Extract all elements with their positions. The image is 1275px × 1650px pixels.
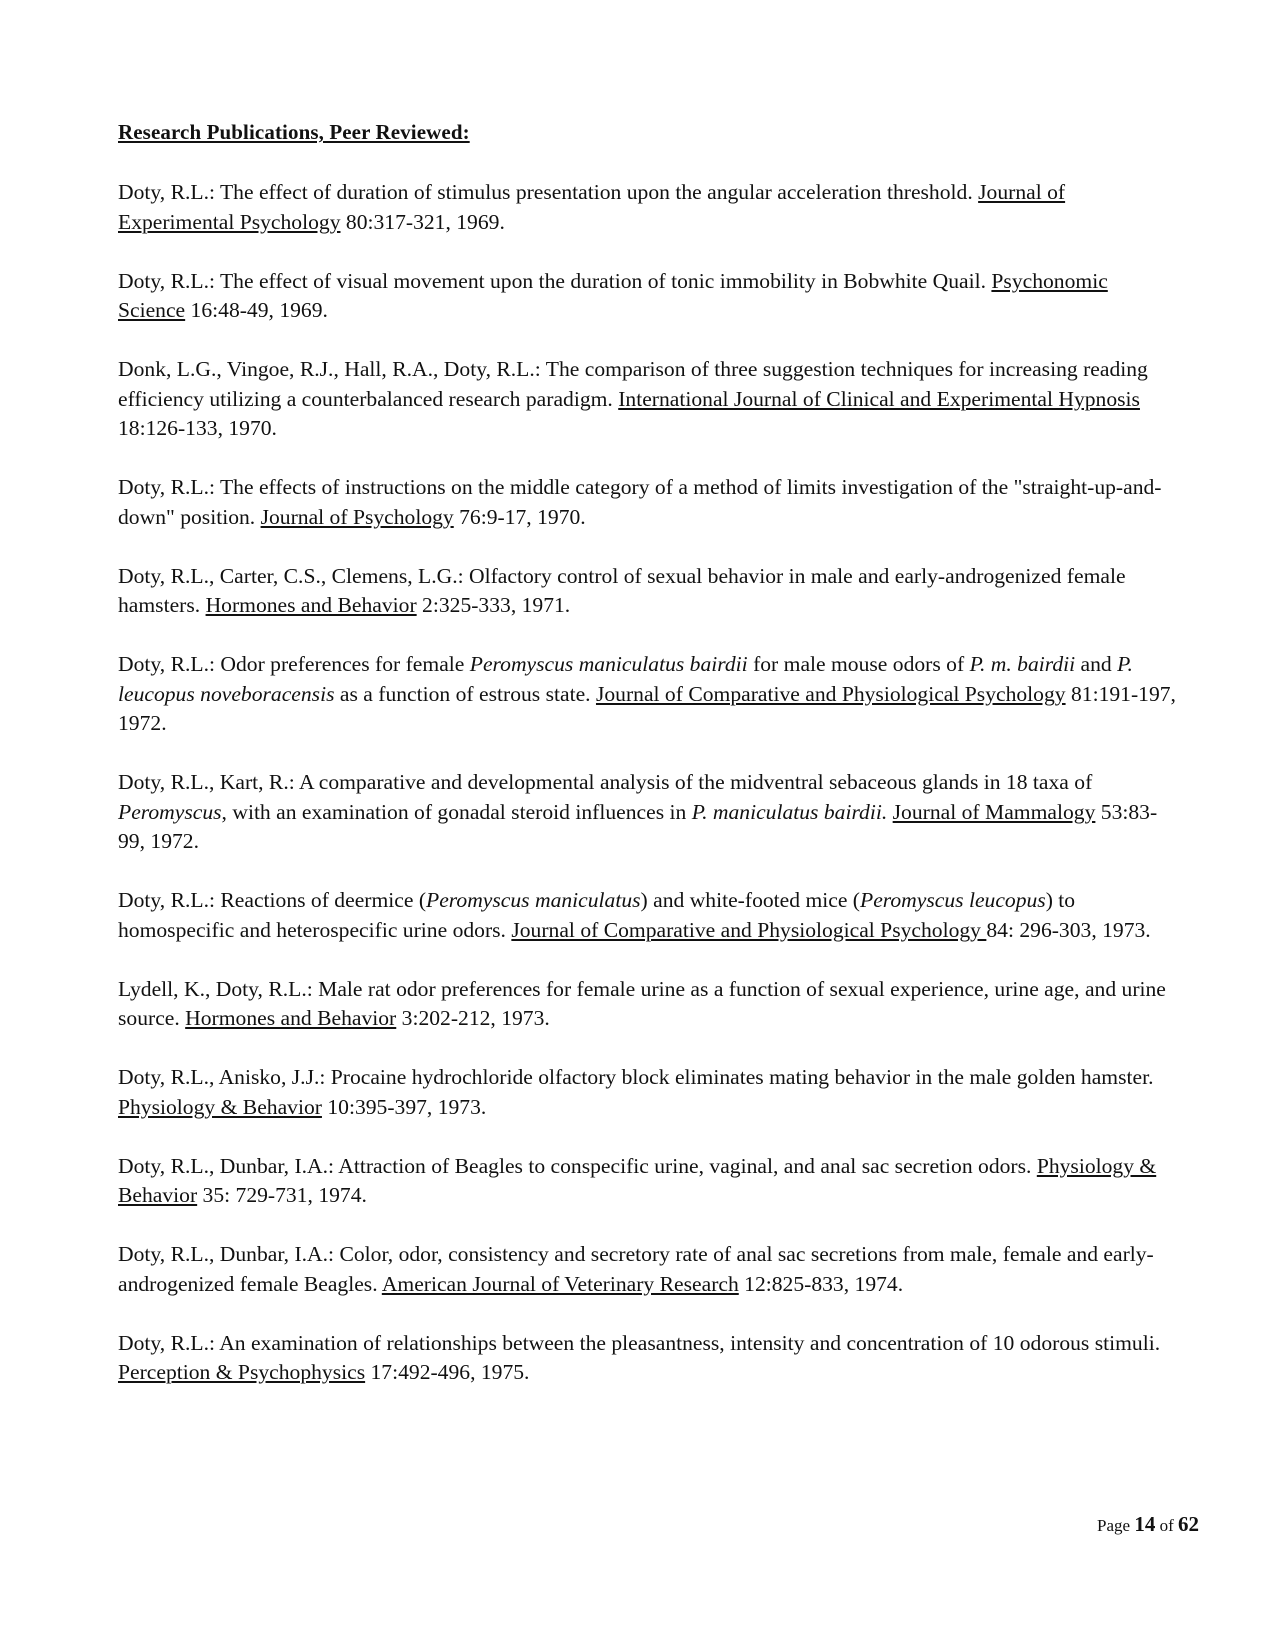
of-label: of	[1155, 1516, 1178, 1535]
entry-authors: Doty, R.L.:	[118, 888, 221, 912]
entry-title-text: Reactions of deermice (	[220, 888, 427, 912]
entry-title: The effects of instructions on the middle category of a method of limits investigation of the "straight-up-and-down" position.	[118, 475, 1162, 529]
publication-entry	[118, 768, 1178, 857]
page-number: 14	[1134, 1512, 1156, 1536]
entry-journal: Physiology & Behavior	[118, 1094, 322, 1119]
entry-title-text: A comparative and developmental analysis of the midventral sebaceous glands in 18 taxa of	[298, 770, 1093, 794]
entry-title-text: as a function of estrous state.	[334, 681, 596, 706]
entry-journal: Journal of Comparative and Physiological Psychology	[511, 917, 987, 942]
entry-citation: 17:492-496, 1975.	[365, 1360, 530, 1384]
entry-authors: Lydell, K., Doty, R.L.:	[118, 976, 319, 1001]
page-footer	[1097, 1512, 1199, 1537]
entry-authors: Doty, R.L.:	[118, 1330, 220, 1355]
total-pages: 62	[1178, 1512, 1199, 1536]
entry-title: Procaine hydrochloride olfactory block eliminates mating behavior in the male golden hamster.	[330, 1065, 1154, 1089]
publication-entry	[118, 1063, 1178, 1122]
entry-title-text: , with an examination of gonadal steroid influences in	[221, 799, 692, 824]
publication-entry	[118, 975, 1178, 1034]
entry-journal: International Journal of Clinical and Experimental Hypnosis	[618, 386, 1140, 411]
entry-title: Olfactory control of sexual behavior in male and early-androgenized female hamsters.	[118, 563, 1126, 617]
entry-title: Color, odor, consistency and secretory rate of anal sac secretions from male, female and early-androgenized female Beagles.	[118, 1242, 1154, 1296]
entry-citation: 3:202-212, 1973.	[396, 1006, 550, 1030]
entry-citation: 84: 296-303, 1973.	[986, 917, 1151, 942]
entry-citation: 2:325-333, 1971.	[416, 593, 571, 617]
entry-species-name: Peromyscus	[118, 799, 222, 824]
entry-citation: 18:126-133, 1970.	[118, 416, 277, 440]
entry-journal: Perception & Psychophysics	[118, 1360, 366, 1384]
entry-journal: Journal of Comparative and Physiological Psychology	[595, 681, 1066, 706]
entry-authors: Doty, R.L.:	[118, 268, 220, 293]
entry-species-name: P. m. bairdii	[969, 652, 1076, 676]
entry-species-name: P. maniculatus bairdii.	[691, 799, 888, 824]
entry-title: Male rat odor preferences for female urine as a function of sexual experience, urine age, and urine source.	[118, 976, 1166, 1030]
entry-citation: 53:83-99, 1972.	[118, 799, 1158, 853]
page-label: Page	[1097, 1516, 1135, 1535]
entry-authors: Doty, R.L.:	[118, 652, 221, 676]
entry-authors: Doty, R.L.:	[118, 475, 220, 499]
entry-citation: 12:825-833, 1974.	[738, 1271, 904, 1296]
publication-entry	[118, 1240, 1178, 1299]
entry-authors: Doty, R.L., Dunbar, I.A.:	[118, 1242, 340, 1266]
publication-entry	[118, 1329, 1178, 1388]
entry-authors: Doty, R.L., Dunbar, I.A.:	[118, 1153, 339, 1178]
publication-entry	[118, 650, 1178, 739]
publication-list	[118, 178, 1178, 1417]
entry-species-name: Peromyscus maniculatus bairdii	[469, 652, 748, 676]
entry-journal: Hormones and Behavior	[185, 1006, 397, 1030]
entry-journal: Journal of Experimental Psychology	[118, 180, 1066, 234]
entry-title: The effect of duration of stimulus presentation upon the angular acceleration threshold.	[219, 180, 979, 204]
section-heading: Research Publications, Peer Reviewed:	[118, 120, 470, 144]
entry-title-text: Odor preferences for female	[220, 652, 470, 676]
entry-citation: 16:48-49, 1969.	[185, 298, 328, 322]
entry-title: Attraction of Beagles to conspecific urine, vaginal, and anal sac secretion odors.	[338, 1153, 1037, 1178]
entry-journal: Physiology & Behavior	[118, 1153, 1157, 1207]
entry-title-text: ) and white-footed mice (	[640, 888, 860, 912]
entry-authors: Doty, R.L., Anisko, J.J.:	[118, 1065, 331, 1089]
entry-journal: American Journal of Veterinary Research	[381, 1271, 739, 1296]
entry-journal: Journal of Psychology	[260, 504, 454, 529]
entry-citation: 76:9-17, 1970.	[453, 504, 586, 529]
entry-citation: 81:191-197, 1972.	[118, 681, 1176, 735]
entry-citation: 10:395-397, 1973.	[321, 1094, 487, 1119]
publication-entry	[118, 267, 1178, 326]
entry-citation: 80:317-321, 1969.	[340, 209, 505, 234]
entry-title-text: and	[1075, 652, 1118, 676]
entry-species-name: Peromyscus maniculatus	[426, 888, 641, 912]
entry-authors: Doty, R.L., Kart, R.:	[118, 770, 299, 794]
entry-title: The effect of visual movement upon the duration of tonic immobility in Bobwhite Quail.	[219, 268, 992, 293]
entry-authors: Donk, L.G., Vingoe, R.J., Hall, R.A., Doty, R.L.:	[118, 357, 546, 381]
publication-entry	[118, 473, 1178, 532]
publication-entry	[118, 178, 1178, 237]
entry-title: The comparison of three suggestion techniques for increasing reading efficiency utilizing a counterbalanced research paradigm.	[118, 357, 1148, 411]
entry-journal: Hormones and Behavior	[205, 593, 417, 617]
entry-journal: Psychonomic Science	[118, 268, 1108, 322]
entry-authors: Doty, R.L.:	[118, 180, 220, 204]
publication-entry	[118, 1152, 1178, 1211]
entry-authors: Doty, R.L., Carter, C.S., Clemens, L.G.:	[118, 563, 470, 588]
entry-journal: Journal of Mammalogy	[892, 799, 1096, 824]
entry-title-text: for male mouse odors of	[747, 652, 970, 676]
entry-species-name: P. leucopus noveboracensis	[118, 652, 1133, 706]
entry-species-name: Peromyscus leucopus	[860, 888, 1046, 912]
publication-entry	[118, 886, 1178, 945]
publication-entry	[118, 355, 1178, 444]
publication-entry	[118, 562, 1178, 621]
entry-title: An examination of relationships between the pleasantness, intensity and concentration of 10 odorous stimuli.	[219, 1330, 1161, 1355]
entry-title-text: ) to homospecific and heterospecific urine odors.	[118, 888, 1076, 942]
entry-citation: 35: 729-731, 1974.	[197, 1183, 367, 1207]
